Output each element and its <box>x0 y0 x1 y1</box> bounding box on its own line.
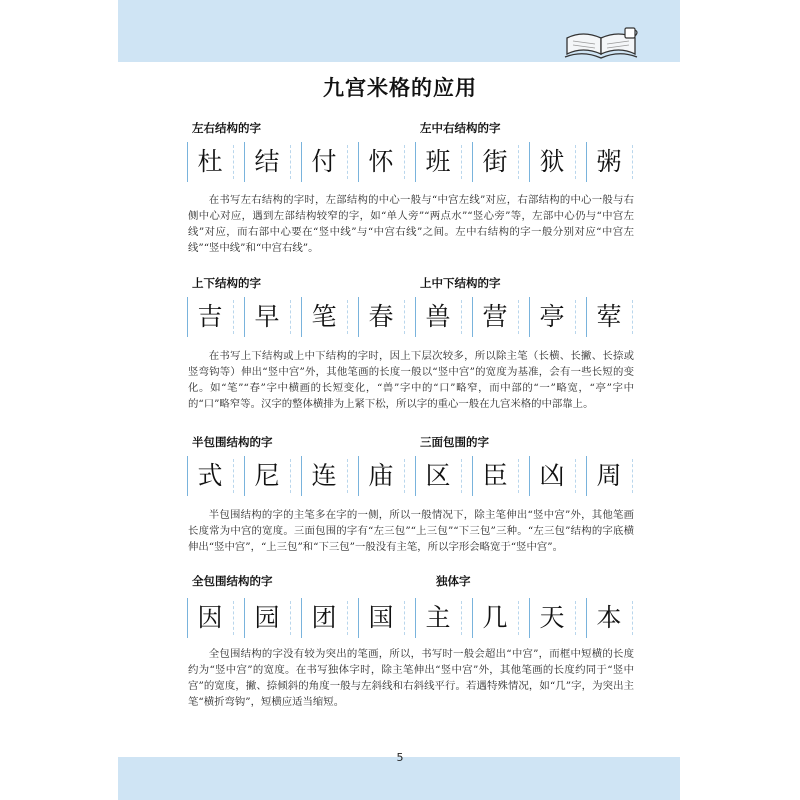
char-cell: 连 <box>301 456 347 496</box>
char-cell: 吉 <box>187 297 233 337</box>
char-cell: 本 <box>586 598 632 638</box>
char-cell: 臣 <box>472 456 518 496</box>
char-cell: 杜 <box>187 142 233 182</box>
page-number: 5 <box>396 751 404 764</box>
char-cell: 笔 <box>301 297 347 337</box>
char-cell: 凶 <box>529 456 575 496</box>
paragraph: 半包围结构的字的主笔多在字的一侧，所以一般情况下，除主笔伸出“竖中宫”外，其他笔画长度常为中宫的宽度。三面包围的字有“左三包”“上三包”“下三包”三种。“左三包”结构的字底横伸出“竖中宫”，“上三包”和“下三包”一般没有主笔，所以字形会略宽于“竖中宫”。 <box>188 509 634 553</box>
section-label: 上下结构的字 <box>188 275 265 291</box>
char-cell: 早 <box>244 297 290 337</box>
char-cell: 狱 <box>529 142 575 182</box>
char-row <box>187 297 633 337</box>
char-cell: 春 <box>358 297 404 337</box>
char-cell: 国 <box>358 598 404 638</box>
char-cell: 园 <box>244 598 290 638</box>
char-cell: 荤 <box>586 297 632 337</box>
section-label: 三面包围的字 <box>416 434 493 450</box>
char-cell: 团 <box>301 598 347 638</box>
char-cell: 怀 <box>358 142 404 182</box>
char-cell: 天 <box>529 598 575 638</box>
page-title: 九宫米格的应用 <box>323 76 477 100</box>
char-cell: 庙 <box>358 456 404 496</box>
char-cell: 几 <box>472 598 518 638</box>
char-cell: 式 <box>187 456 233 496</box>
char-cell: 尼 <box>244 456 290 496</box>
section-label: 独体字 <box>432 573 475 589</box>
section-label: 左右结构的字 <box>188 120 265 136</box>
char-row <box>187 142 633 182</box>
char-cell: 付 <box>301 142 347 182</box>
char-cell: 区 <box>415 456 461 496</box>
section-label: 全包围结构的字 <box>188 573 277 589</box>
section-label: 上中下结构的字 <box>416 275 505 291</box>
char-cell: 周 <box>586 456 632 496</box>
char-row <box>187 598 633 638</box>
char-cell: 营 <box>472 297 518 337</box>
char-cell: 班 <box>415 142 461 182</box>
cup-icon <box>625 28 637 38</box>
char-cell: 亭 <box>529 297 575 337</box>
char-cell: 街 <box>472 142 518 182</box>
section-label: 半包围结构的字 <box>188 434 277 450</box>
char-cell: 粥 <box>586 142 632 182</box>
open-book-icon <box>563 24 641 64</box>
paragraph: 在书写上下结构或上中下结构的字时，因上下层次较多，所以除主笔（长横、长撇、长捺或竖弯钩等）伸出“竖中宫”外，其他笔画的长度一般以“竖中宫”的宽度为基准，会有一些长短的变化。如“笔”“春”字中横画的长短变化，“兽”字中的“口”略窄，而中部的“一”略宽，“亭”字中的“口”略窄等。汉字的整体横排为上紧下松，所以字的重心一般在九宫米格的中部靠上。 <box>188 350 634 410</box>
paragraph: 在书写左右结构的字时，左部结构的中心一般与“中宫左线”对应，右部结构的中心一般与右侧中心对应，遇到左部结构较窄的字，如“单人旁”“两点水”“竖心旁”等，左部中心仍与“中宫左线”对应，而右部中心要在“竖中线”与“中宫右线”之间。左中右结构的字一般分别对应“中宫左线”“竖中线”和“中宫右线”。 <box>188 194 634 254</box>
char-cell: 主 <box>415 598 461 638</box>
char-cell: 因 <box>187 598 233 638</box>
char-row <box>187 456 633 496</box>
char-cell: 兽 <box>415 297 461 337</box>
char-cell: 结 <box>244 142 290 182</box>
paragraph: 全包围结构的字没有较为突出的笔画，所以，书写时一般会超出“中宫”，而框中短横的长度约为“竖中宫”的宽度。在书写独体字时，除主笔伸出“竖中宫”外，其他笔画的长度约同于“竖中宫”的宽度，撇、捺倾斜的角度一般与左斜线和右斜线平行。若遇特殊情况，如“几”字，为突出主笔“横折弯钩”，短横应适当缩短。 <box>188 648 634 708</box>
section-label: 左中右结构的字 <box>416 120 505 136</box>
